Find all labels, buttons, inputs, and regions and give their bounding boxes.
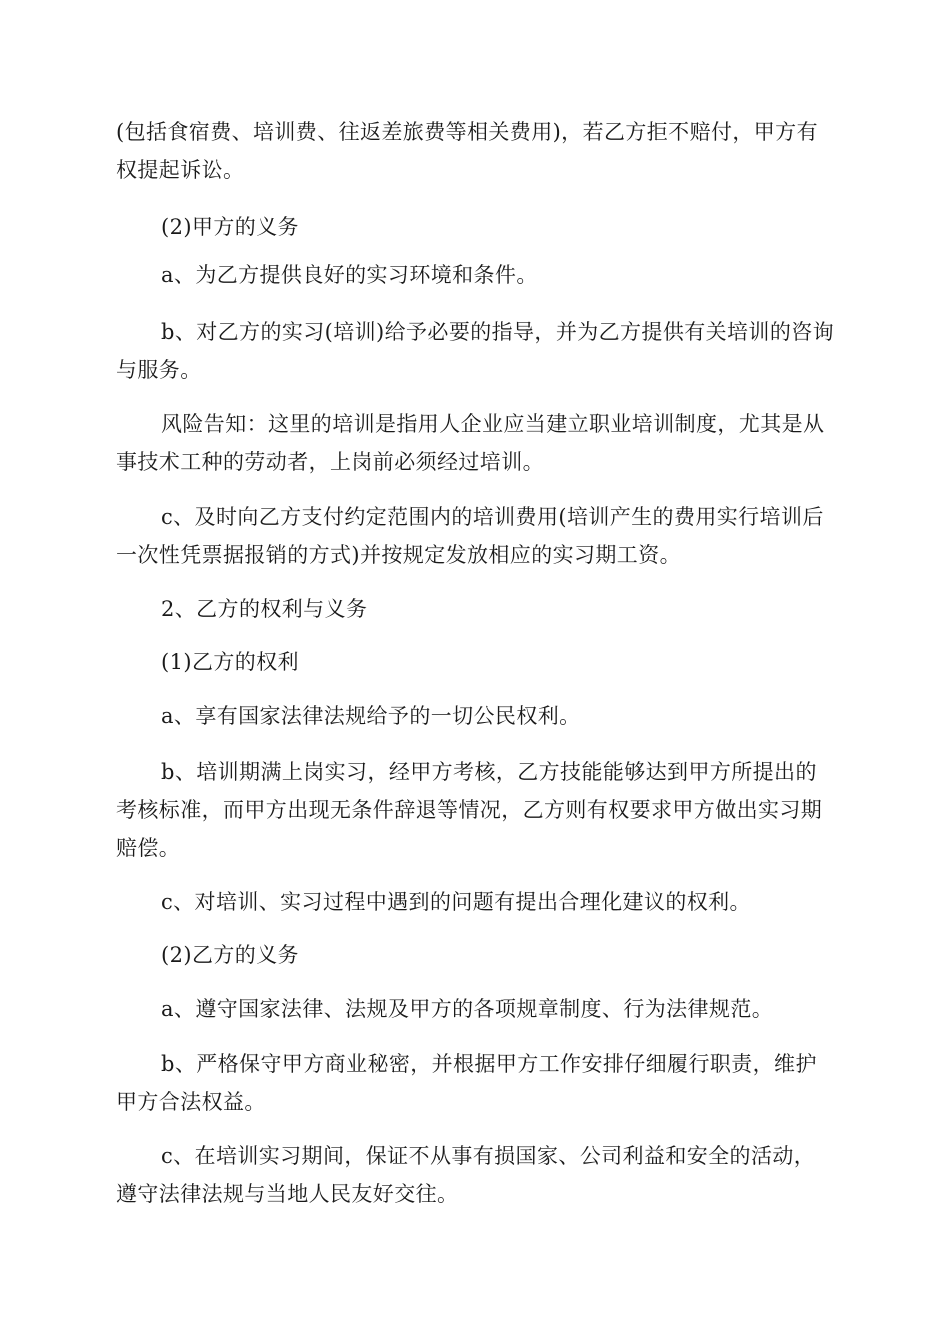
list-item: c、及时向乙方支付约定范围内的培训费用(培训产生的费用实行培训后一次性凭票据报销的方式)并按规定发放相应的实习期工资。 — [116, 505, 824, 567]
list-item: b、培训期满上岗实习，经甲方考核，乙方技能能够达到甲方所提出的考核标准，而甲方出现无条件辞退等情况，乙方则有权要求甲方做出实习期赔偿。 — [116, 760, 823, 860]
risk-notice: 风险告知：这里的培训是指用人企业应当建立职业培训制度，尤其是从事技术工种的劳动者，上岗前必须经过培训。 — [116, 412, 825, 474]
list-item: a、为乙方提供良好的实习环境和条件。 — [161, 263, 538, 287]
section-heading-party-b-obligations: (2)乙方的义务 — [161, 943, 299, 967]
section-heading-party-b-rights: (1)乙方的权利 — [161, 650, 299, 674]
list-item: b、严格保守甲方商业秘密，并根据甲方工作安排仔细履行职责，维护甲方合法权益。 — [116, 1052, 817, 1114]
list-item: c、对培训、实习过程中遇到的问题有提出合理化建议的权利。 — [161, 890, 751, 914]
list-item: c、在培训实习期间，保证不从事有损国家、公司利益和安全的活动，遵守法律法规与当地人民友好交往。 — [116, 1144, 816, 1206]
list-item: a、享有国家法律法规给予的一切公民权利。 — [161, 704, 581, 728]
paragraph-continuation: (包括食宿费、培训费、往返差旅费等相关费用)，若乙方拒不赔付，甲方有权提起诉讼。 — [116, 120, 818, 182]
section-heading-party-a-obligations: (2)甲方的义务 — [161, 215, 299, 239]
list-item: b、对乙方的实习(培训)给予必要的指导，并为乙方提供有关培训的咨询与服务。 — [116, 320, 835, 382]
section-heading-party-b: 2、乙方的权利与义务 — [161, 597, 368, 621]
list-item: a、遵守国家法律、法规及甲方的各项规章制度、行为法律规范。 — [161, 997, 774, 1021]
